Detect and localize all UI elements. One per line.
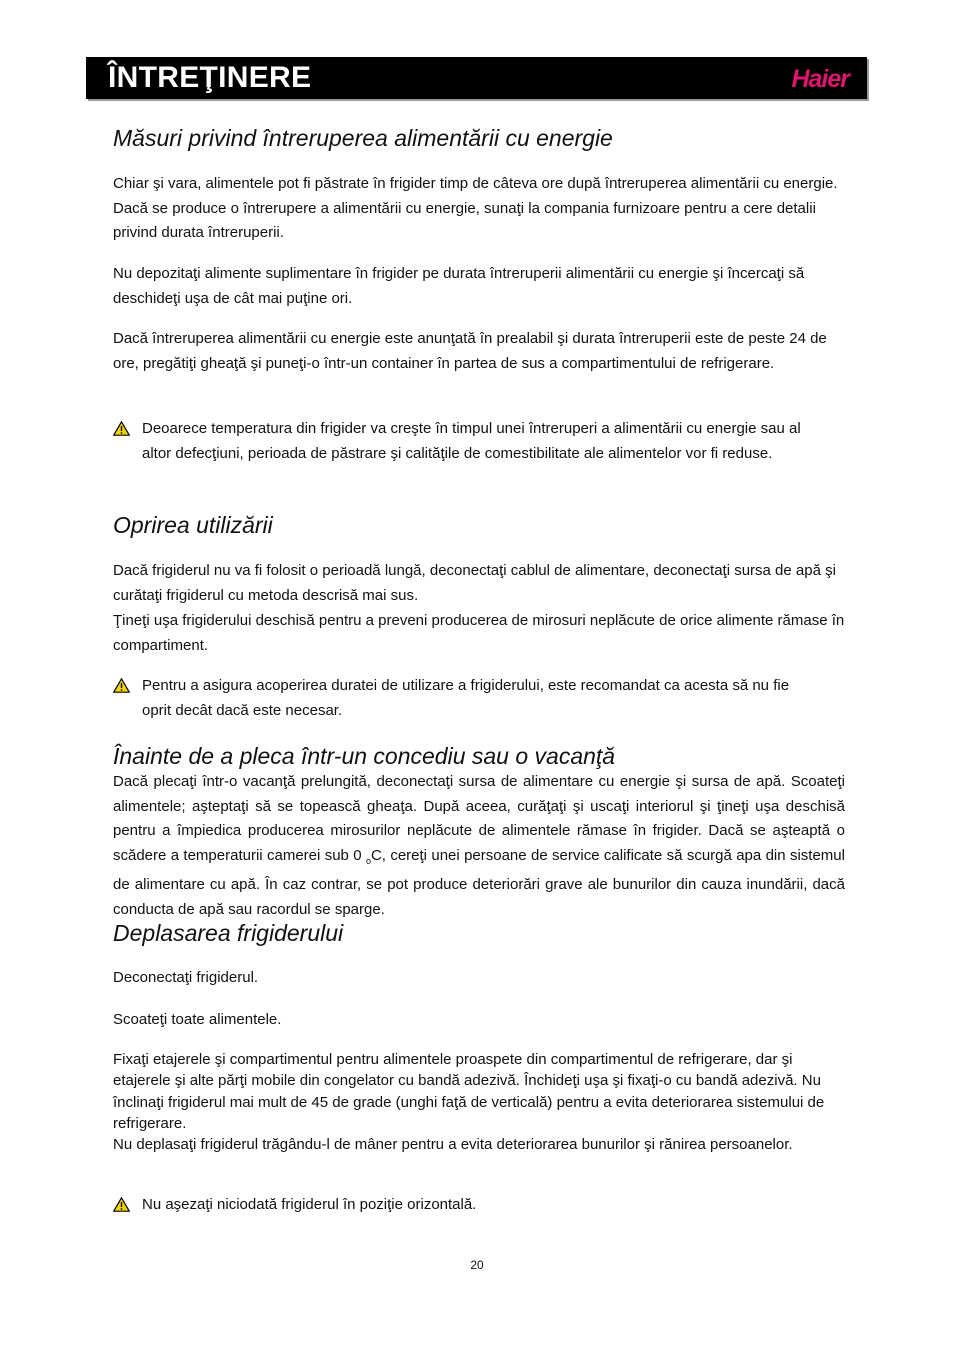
warning-text: Pentru a asigura acoperirea duratei de utilizare a frigiderului, este recomandat ca acesta să nu fie oprit decât dacă este necesar. bbox=[142, 677, 790, 719]
paragraph bbox=[113, 770, 845, 922]
page-number: 20 bbox=[470, 1258, 484, 1272]
haier-logo: Haier bbox=[791, 65, 849, 93]
warning-note bbox=[113, 674, 813, 723]
warning-triangle-icon bbox=[113, 1197, 130, 1212]
section-heading-vacation: Înainte de a pleca într-un concediu sau o vacanţă bbox=[113, 743, 616, 769]
section-heading-stop-use: Oprirea utilizării bbox=[113, 512, 273, 538]
warning-note bbox=[113, 417, 813, 466]
page-title: ÎNTREŢINERE bbox=[108, 61, 312, 94]
paragraph: Dacă frigiderul nu va fi folosit o perioadă lungă, deconectaţi cablul de alimentare, deconectaţi sursa de apă şi curătaţi frigiderul cu metoda descrisă mai sus. bbox=[113, 562, 836, 604]
warning-note bbox=[113, 1193, 813, 1218]
warning-text: Nu aşezaţi niciodată frigiderul în poziţie orizontală. bbox=[142, 1196, 477, 1213]
page-header bbox=[86, 57, 867, 99]
paragraph-text: C, cereţi unei persoane de service calificate să scurgă apa din sistemul de alimentare cu apă. În caz contrar, se pot produce deteriorări grave ale bunurilor din cauza inundării, dacă conducta de apă sau racordul se sparge. bbox=[113, 846, 845, 918]
paragraph: Ţineţi uşa frigiderului deschisă pentru a preveni producerea de mirosuri neplăcute de orice alimente rămase în compartiment. bbox=[113, 612, 845, 654]
degree-mark: o bbox=[365, 855, 371, 866]
paragraph: Nu depozitaţi alimente suplimentare în frigider pe durata întreruperii alimentării cu energie şi încercaţi să deschideţi uşa de cât mai puţine ori. bbox=[113, 265, 805, 307]
paragraph: Scoateţi toate alimentele. bbox=[113, 1011, 282, 1028]
paragraph: Fixaţi etajerele şi compartimentul pentru alimentele proaspete din compartimentul de refrigerare, dar şi etajerele şi alte părţi mobile din congelator cu bandă adezivă. Închideţi uşa şi fixaţi-o cu bandă adezivă. Nu înclinaţi frigiderul mai mult de 45 de grade (unghi faţă de verticală) pentru a evita deteriorarea sistemului de refrigerare. bbox=[113, 1051, 825, 1132]
paragraph-text: Dacă plecaţi într-o vacanţă prelungită, deconectaţi sursa de alimentare cu energie şi sursa de apă. Scoateţi alimentele; aşteptaţi să se topească gheaţa. După aceea, curăţaţi şi uscaţi interiorul şi ţineţi uşa deschisă pentru a împiedica producerea mirosurilor neplăcute de alimentele rămase în frigider. Dacă se aşteaptă o scădere a temperaturii camerei sub 0 bbox=[113, 773, 845, 864]
paragraph: Chiar şi vara, alimentele pot fi păstrate în frigider timp de câteva ore după întreruperea alimentării cu energie. Dacă se produce o întrerupere a alimentării cu energie, sunaţi la compania furnizoare pentru a cere detalii privind durata întreruperii. bbox=[113, 175, 838, 241]
section-heading-moving: Deplasarea frigiderului bbox=[113, 920, 344, 946]
paragraph: Dacă întreruperea alimentării cu energie este anunţată în prealabil şi durata întreruperii este de peste 24 de ore, pregătiţi gheaţă şi puneţi-o într-un container în partea de sus a compartimentului de refrigerare. bbox=[113, 330, 827, 372]
warning-triangle-icon bbox=[113, 678, 130, 693]
paragraph: Deconectaţi frigiderul. bbox=[113, 969, 259, 986]
warning-triangle-icon bbox=[113, 421, 130, 436]
paragraph: Nu deplasaţi frigiderul trăgându-l de mâner pentru a evita deteriorarea bunurilor şi rănirea persoanelor. bbox=[113, 1136, 793, 1153]
warning-text: Deoarece temperatura din frigider va creşte în timpul unei întreruperi a alimentării cu energie sau al altor defecţiuni, perioada de păstrare şi calităţile de comestibilitate ale alimentelor vor fi reduse. bbox=[142, 420, 801, 462]
section-heading-power-outage: Măsuri privind întreruperea alimentării cu energie bbox=[113, 125, 613, 151]
